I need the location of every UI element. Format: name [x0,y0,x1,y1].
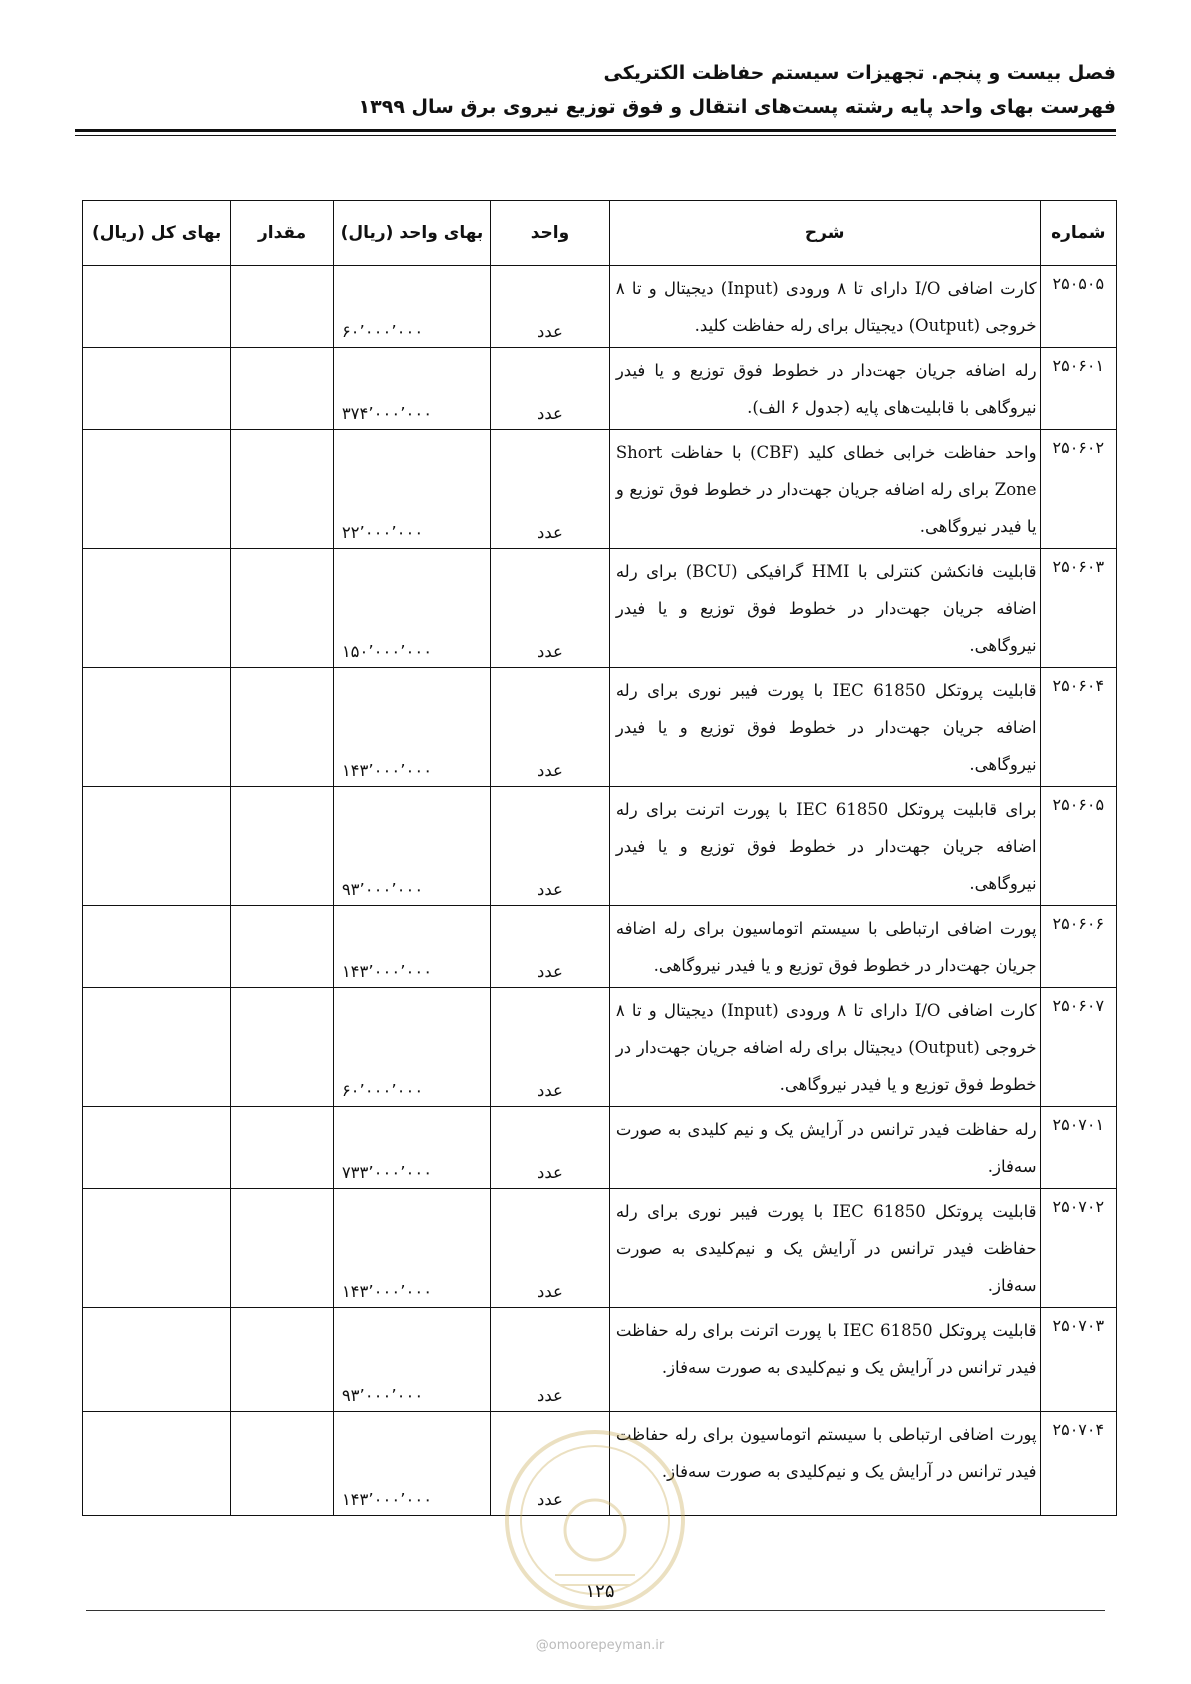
row-total-price [83,1308,231,1412]
row-unit-price: ۲۲٬۰۰۰٬۰۰۰ [333,430,490,549]
row-unit: عدد [491,266,610,348]
row-unit: عدد [491,348,610,430]
row-description: کارت اضافی I/O دارای تا ۸ ورودی (Input) دیجیتال و تا ۸ خروجی (Output) دیجیتال برای رله حفاظت کلید. [609,266,1040,348]
row-number: ۲۵۰۶۰۴ [1040,668,1116,787]
row-quantity [231,1308,333,1412]
row-total-price [83,988,231,1107]
table-row [83,988,1117,1107]
header-description: شرح [609,201,1040,266]
table-row [83,668,1117,787]
row-unit-price: ۱۵۰٬۰۰۰٬۰۰۰ [333,549,490,668]
row-total-price [83,1412,231,1516]
row-total-price [83,266,231,348]
row-unit-price: ۶۰٬۰۰۰٬۰۰۰ [333,266,490,348]
row-unit: عدد [491,430,610,549]
document-subtitle: فهرست بهای واحد پایه رشته پست‌های انتقال و فوق توزیع نیروی برق سال ۱۳۹۹ [358,96,1116,118]
row-description: قابلیت پروتکل IEC 61850 با پورت فیبر نوری برای رله حفاظت فیدر ترانس در آرایش یک و نیم‌کلیدی به صورت سه‌فاز. [609,1189,1040,1308]
table-row [83,1308,1117,1412]
row-total-price [83,1107,231,1189]
row-quantity [231,906,333,988]
row-unit: عدد [491,549,610,668]
header-rule-thin [75,135,1116,136]
table-row [83,348,1117,430]
row-number: ۲۵۰۶۰۵ [1040,787,1116,906]
row-total-price [83,1189,231,1308]
row-quantity [231,1412,333,1516]
row-unit-price: ۶۰٬۰۰۰٬۰۰۰ [333,988,490,1107]
header-number: شماره [1040,201,1116,266]
header-unit-price: بهای واحد (ریال) [333,201,490,266]
row-number: ۲۵۰۷۰۳ [1040,1308,1116,1412]
row-unit: عدد [491,668,610,787]
row-unit-price: ۹۳٬۰۰۰٬۰۰۰ [333,787,490,906]
row-description: واحد حفاظت خرابی خطای کلید (CBF) با حفاظت Short Zone برای رله اضافه جریان جهت‌دار در خطوط فوق توزیع و یا فیدر نیروگاهی. [609,430,1040,549]
row-number: ۲۵۰۶۰۳ [1040,549,1116,668]
row-total-price [83,549,231,668]
row-quantity [231,549,333,668]
row-number: ۲۵۰۶۰۲ [1040,430,1116,549]
row-unit-price: ۳۷۴٬۰۰۰٬۰۰۰ [333,348,490,430]
row-unit-price: ۱۴۳٬۰۰۰٬۰۰۰ [333,1189,490,1308]
row-number: ۲۵۰۶۰۱ [1040,348,1116,430]
row-quantity [231,1107,333,1189]
row-unit: عدد [491,787,610,906]
row-total-price [83,906,231,988]
row-number: ۲۵۰۷۰۱ [1040,1107,1116,1189]
table-row [83,906,1117,988]
table-row [83,266,1117,348]
row-total-price [83,668,231,787]
row-unit: عدد [491,1189,610,1308]
row-quantity [231,988,333,1107]
row-description: رله اضافه جریان جهت‌دار در خطوط فوق توزیع و یا فیدر نیروگاهی با قابلیت‌های پایه (جدول ۶ الف). [609,348,1040,430]
page-number: ۱۲۵ [585,1581,615,1602]
row-number: ۲۵۰۶۰۷ [1040,988,1116,1107]
watermark-url: @omoorepeyman.ir [535,1638,665,1653]
row-quantity [231,668,333,787]
header-unit: واحد [491,201,610,266]
row-description: رله حفاظت فیدر ترانس در آرایش یک و نیم کلیدی به صورت سه‌فاز. [609,1107,1040,1189]
row-number: ۲۵۰۵۰۵ [1040,266,1116,348]
row-description: برای قابلیت پروتکل IEC 61850 با پورت اترنت برای رله اضافه جریان جهت‌دار در خطوط فوق توزیع و یا فیدر نیروگاهی. [609,787,1040,906]
footer-rule [86,1610,1105,1611]
row-unit: عدد [491,988,610,1107]
row-unit-price: ۱۴۳٬۰۰۰٬۰۰۰ [333,906,490,988]
table-row [83,430,1117,549]
row-unit-price: ۱۴۳٬۰۰۰٬۰۰۰ [333,668,490,787]
row-unit-price: ۱۴۳٬۰۰۰٬۰۰۰ [333,1412,490,1516]
row-quantity [231,266,333,348]
row-total-price [83,430,231,549]
row-unit: عدد [491,1412,610,1516]
row-description: کارت اضافی I/O دارای تا ۸ ورودی (Input) دیجیتال و تا ۸ خروجی (Output) دیجیتال برای رله اضافه جریان جهت‌دار در خطوط فوق توزیع و یا فیدر نیروگاهی. [609,988,1040,1107]
table-row [83,549,1117,668]
row-description: پورت اضافی ارتباطی با سیستم اتوماسیون برای رله حفاظت فیدر ترانس در آرایش یک و نیم‌کلیدی به صورت سه‌فاز. [609,1412,1040,1516]
row-unit-price: ۹۳٬۰۰۰٬۰۰۰ [333,1308,490,1412]
header-quantity: مقدار [231,201,333,266]
table-body [83,266,1117,1516]
row-number: ۲۵۰۷۰۲ [1040,1189,1116,1308]
table-row [83,1107,1117,1189]
row-description: قابلیت پروتکل IEC 61850 با پورت فیبر نوری برای رله اضافه جریان جهت‌دار در خطوط فوق توزیع و یا فیدر نیروگاهی. [609,668,1040,787]
price-table [82,200,1117,1516]
row-total-price [83,787,231,906]
table-header-row [83,201,1117,266]
header-rule-thick [75,129,1116,132]
row-quantity [231,1189,333,1308]
row-number: ۲۵۰۷۰۴ [1040,1412,1116,1516]
row-unit-price: ۷۳۳٬۰۰۰٬۰۰۰ [333,1107,490,1189]
row-unit: عدد [491,1107,610,1189]
row-unit: عدد [491,906,610,988]
row-total-price [83,348,231,430]
chapter-title: فصل بیست و پنجم. تجهیزات سیستم حفاظت الکتریکی [603,62,1116,84]
row-quantity [231,787,333,906]
row-unit: عدد [491,1308,610,1412]
table-row [83,787,1117,906]
row-description: قابلیت فانکشن کنترلی با HMI گرافیکی (BCU) برای رله اضافه جریان جهت‌دار در خطوط فوق توزیع و یا فیدر نیروگاهی. [609,549,1040,668]
row-number: ۲۵۰۶۰۶ [1040,906,1116,988]
row-description: قابلیت پروتکل IEC 61850 با پورت اترنت برای رله حفاظت فیدر ترانس در آرایش یک و نیم‌کلیدی به صورت سه‌فاز. [609,1308,1040,1412]
page-header [76,58,1116,122]
header-total-price: بهای کل (ریال) [83,201,231,266]
row-quantity [231,348,333,430]
table-row [83,1189,1117,1308]
row-quantity [231,430,333,549]
row-description: پورت اضافی ارتباطی با سیستم اتوماسیون برای رله اضافه جریان جهت‌دار در خطوط فوق توزیع و یا فیدر نیروگاهی. [609,906,1040,988]
